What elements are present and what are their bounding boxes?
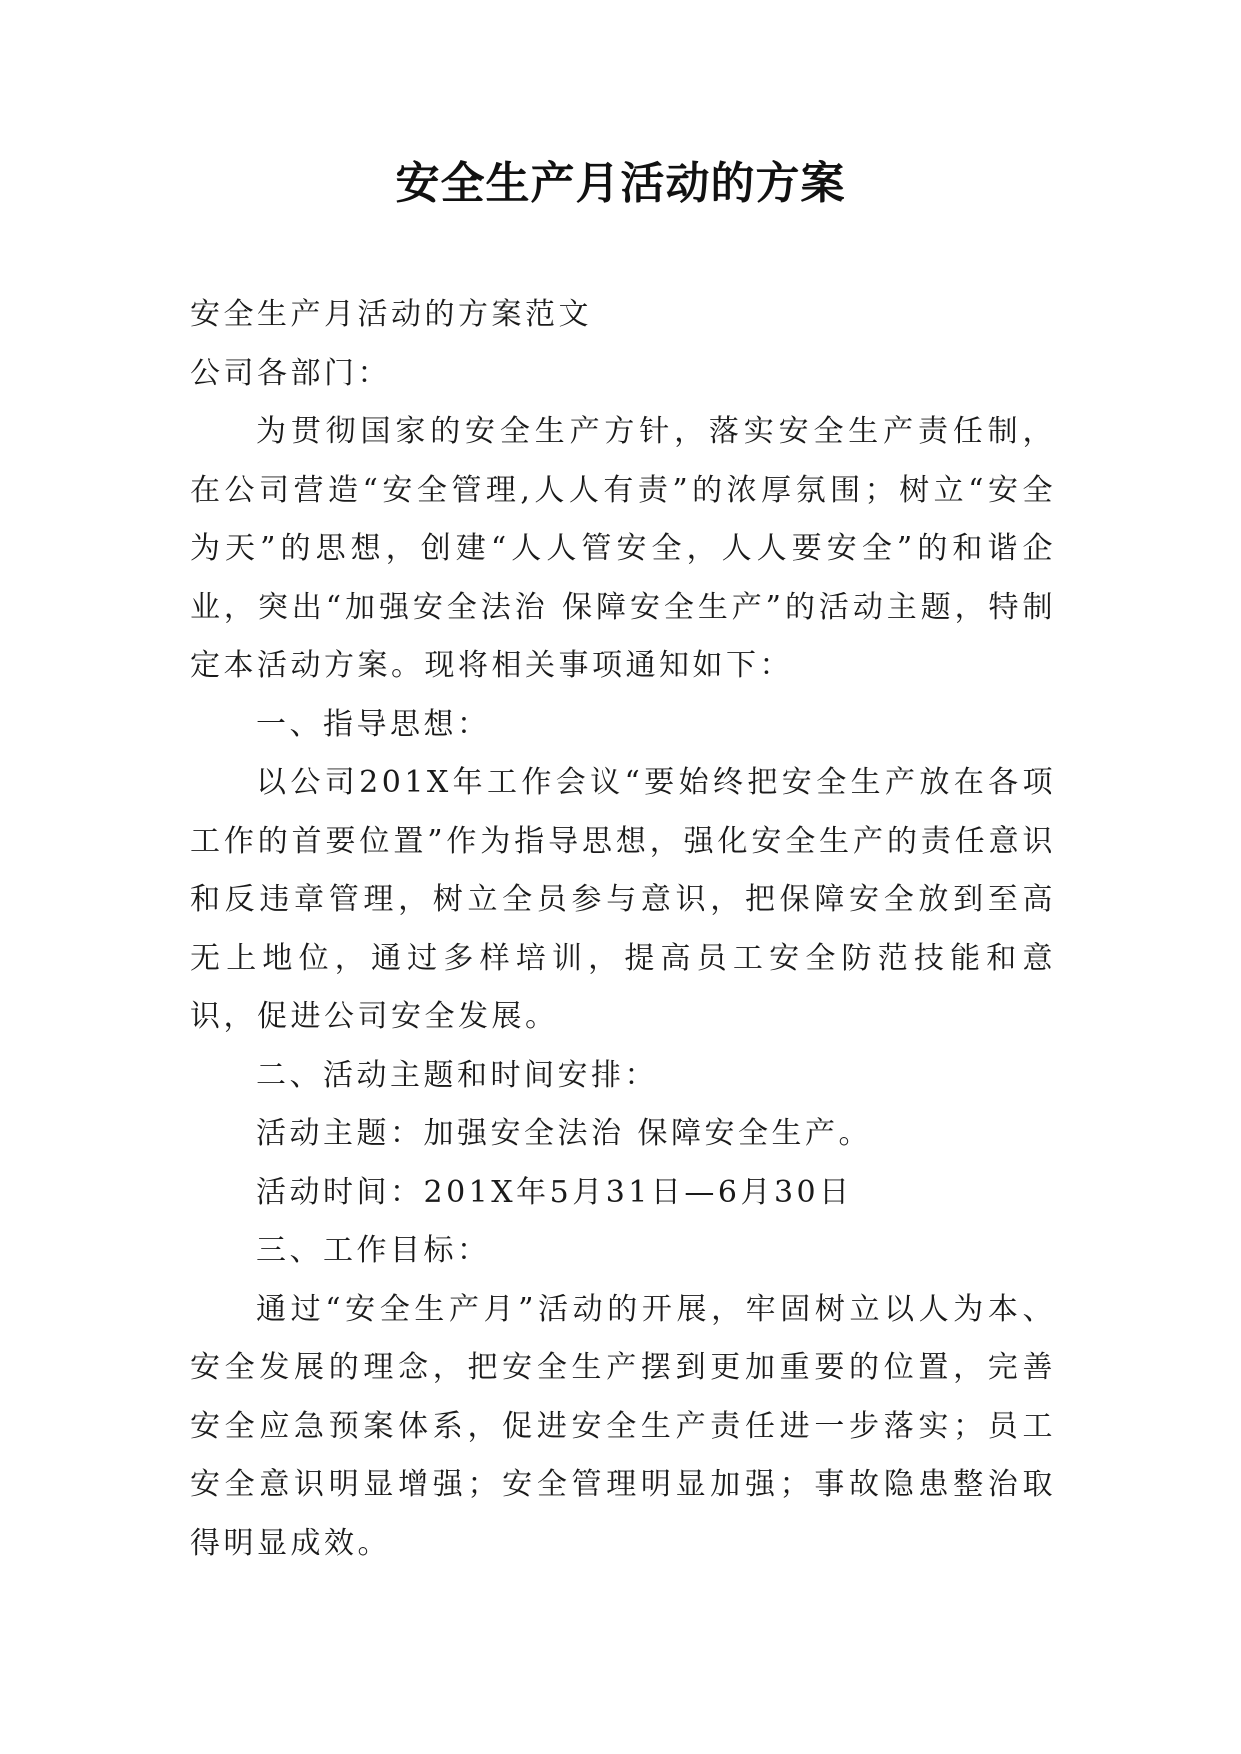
section-heading-work-goals: 三、工作目标：: [256, 1233, 491, 1268]
guiding-ideology-paragraph: 以公司201X年工作会议“要始终把安全生产放在各项工作的首要位置”作为指导思想，强化安全生产的责任意识和反违章管理，树立全员参与意识，把保障安全放到至高无上地位，通过多样培训，提高员工安全防范技能和意识，促进公司安全发展。: [190, 765, 1056, 1034]
activity-theme-line: 活动主题：加强安全法治 保障安全生产。: [256, 1116, 873, 1151]
salutation: 公司各部门：: [190, 355, 391, 391]
activity-time-line: 活动时间：201X年5月31日—6月30日: [256, 1174, 853, 1210]
intro-paragraph: 为贯彻国家的安全生产方针，落实安全生产责任制，在公司营造“安全管理,人人有责”的浓厚氛围；树立“安全为天”的思想，创建“人人管安全，人人要安全”的和谐企业，突出“加强安全法治 保障安全生产”的活动主题，特制定本活动方案。现将相关事项通知如下：: [190, 414, 1056, 683]
section-heading-guiding-ideology: 一、指导思想：: [256, 706, 491, 742]
document-title: 安全生产月活动的方案: [395, 158, 846, 209]
section-heading-theme-schedule: 二、活动主题和时间安排：: [256, 1057, 658, 1093]
work-goals-paragraph: 通过“安全生产月”活动的开展，牢固树立以人为本、安全发展的理念，把安全生产摆到更加重要的位置，完善安全应急预案体系，促进安全生产责任进一步落实；员工安全意识明显增强；安全管理明显加强；事故隐患整治取得明显成效。: [190, 1291, 1056, 1561]
subtitle-line: 安全生产月活动的方案范文: [190, 297, 592, 332]
document-body: [190, 286, 1056, 1573]
